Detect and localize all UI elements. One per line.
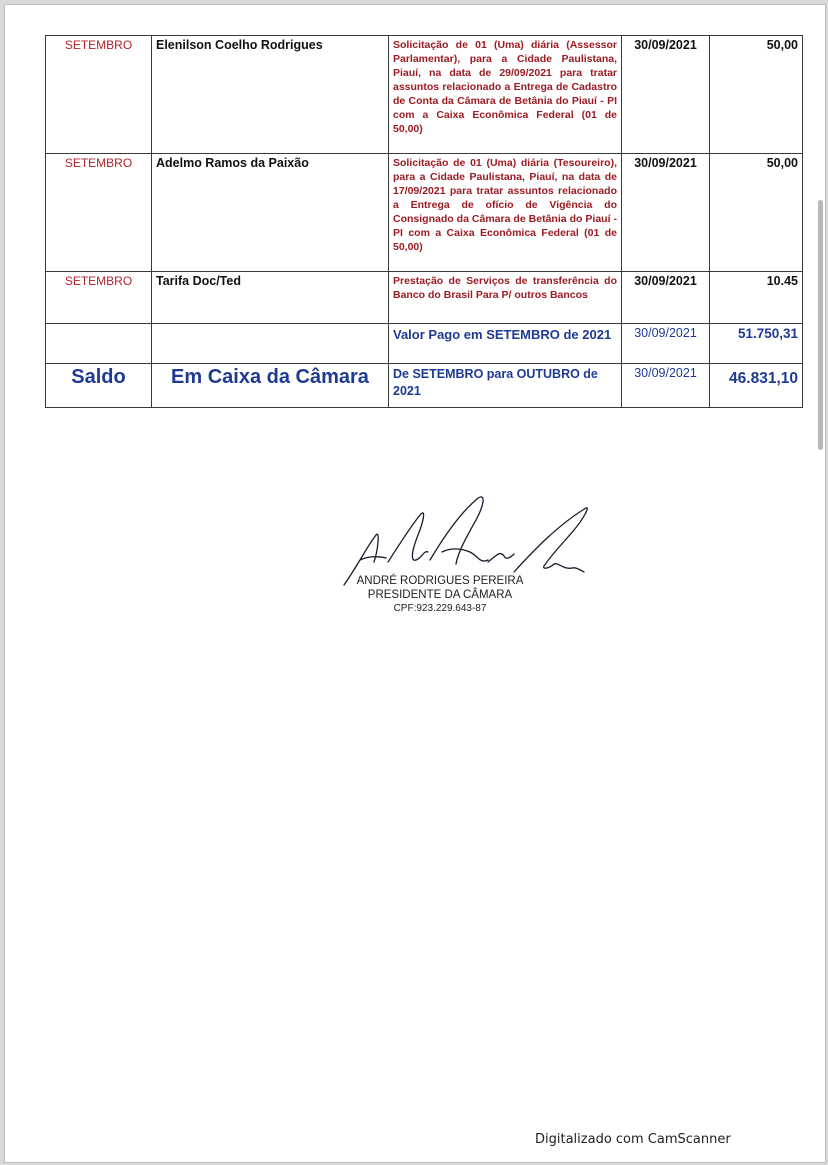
beneficiary-cell: Elenilson Coelho Rodrigues (152, 36, 389, 154)
scrollbar-thumb[interactable] (818, 200, 823, 450)
date-cell: 30/09/2021 (622, 272, 710, 324)
saldo-sublabel: Em Caixa da Câmara (152, 364, 389, 408)
value-cell: 50,00 (710, 154, 803, 272)
total-value: 51.750,31 (710, 324, 803, 364)
empty-cell (152, 324, 389, 364)
signer-cpf: CPF:923.229.643-87 (393, 603, 487, 614)
date-cell: 30/09/2021 (622, 154, 710, 272)
month-cell: SETEMBRO (46, 36, 152, 154)
description-cell: Solicitação de 01 (Uma) diária (Tesoureiro), para a Cidade Paulistana, Piauí, na data de 17/09/2021 para tratar assuntos relacionado a Entrega de ofício de Vigência do Consignado da Câmara de Betânia do Piauí - PI com a Caixa Econômica Federal (01 de 50,00) (389, 154, 622, 272)
month-cell: SETEMBRO (46, 272, 152, 324)
description-cell: Solicitação de 01 (Uma) diária (Assessor Parlamentar), para a Cidade Paulistana, Piauí, na data de 29/09/2021 para tratar assuntos relacionado a Entrega de Cadastro de Conta da Câmara de Betânia do Piauí - PI com a Caixa Econômica Federal (01 de 50,00) (389, 36, 622, 154)
table-row (46, 272, 803, 324)
signer-title: PRESIDENTE DA CÂMARA (367, 589, 513, 601)
expense-table (45, 35, 803, 408)
scanner-watermark: Digitalizado com CamScanner (535, 1132, 731, 1147)
saldo-label: Saldo (46, 364, 152, 408)
value-cell: 10.45 (710, 272, 803, 324)
total-row (46, 324, 803, 364)
beneficiary-cell: Tarifa Doc/Ted (152, 272, 389, 324)
signer-name: ANDRÉ RODRIGUES PEREIRA (356, 575, 524, 587)
description-cell: Prestação de Serviços de transferência do Banco do Brasil Para P/ outros Bancos (389, 272, 622, 324)
total-date: 30/09/2021 (622, 324, 710, 364)
month-cell: SETEMBRO (46, 154, 152, 272)
scanned-page (4, 4, 826, 1163)
table-row (46, 36, 803, 154)
total-description: Valor Pago em SETEMBRO de 2021 (389, 324, 622, 364)
beneficiary-cell: Adelmo Ramos da Paixão (152, 154, 389, 272)
value-cell: 50,00 (710, 36, 803, 154)
saldo-row (46, 364, 803, 408)
saldo-value: 46.831,10 (710, 364, 803, 408)
saldo-description: De SETEMBRO para OUTUBRO de 2021 (389, 364, 622, 408)
empty-cell (46, 324, 152, 364)
table-row (46, 154, 803, 272)
saldo-date: 30/09/2021 (622, 364, 710, 408)
signature-block (335, 574, 545, 616)
date-cell: 30/09/2021 (622, 36, 710, 154)
